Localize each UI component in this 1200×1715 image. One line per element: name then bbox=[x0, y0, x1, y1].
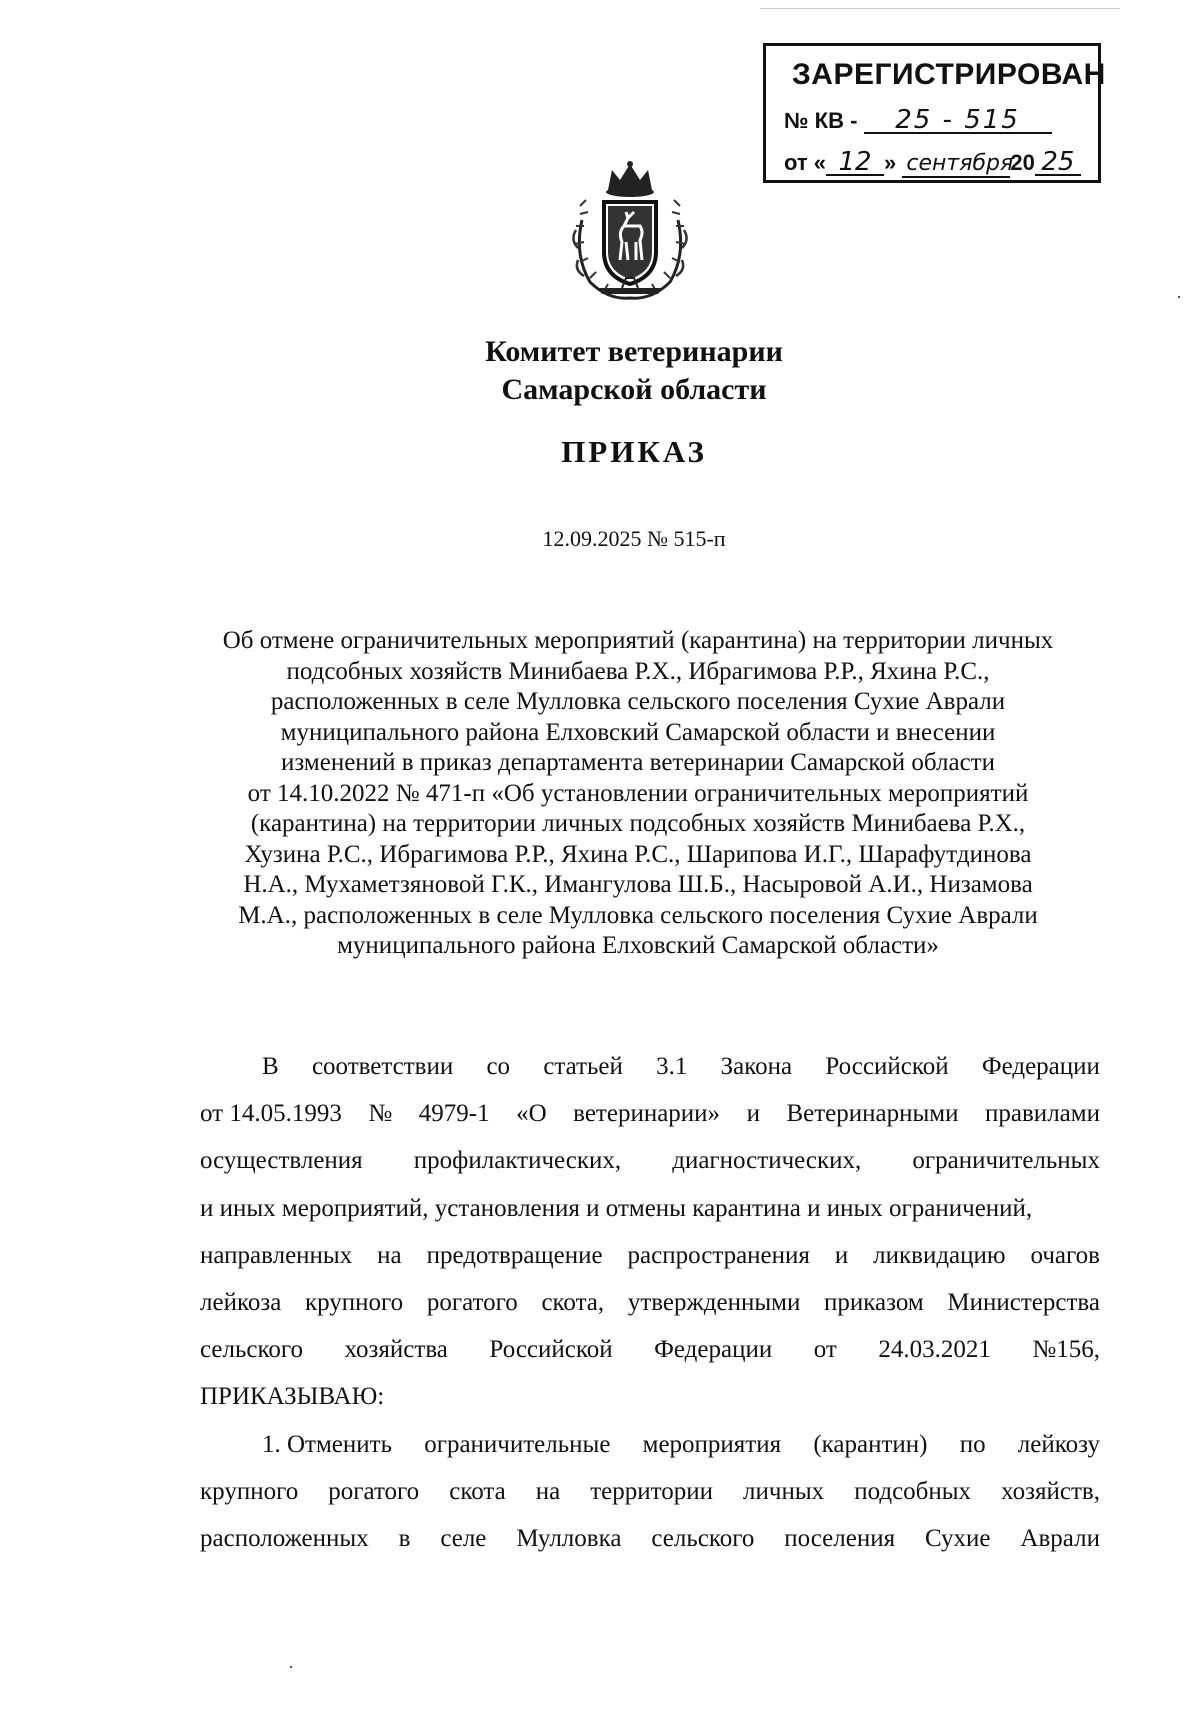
body-word: направленных bbox=[200, 1241, 353, 1269]
body-word: мероприятия bbox=[642, 1430, 782, 1458]
body-word: крупного bbox=[304, 1288, 404, 1316]
body-line bbox=[200, 1043, 1100, 1090]
body-word: Министерства bbox=[947, 1288, 1100, 1316]
body-word: Российской bbox=[489, 1336, 613, 1364]
body-word: диагностических, bbox=[672, 1147, 862, 1175]
body-word: лейкоза bbox=[200, 1288, 282, 1316]
order-date-number: 12.09.2025 № 515-п bbox=[542, 526, 726, 551]
body-line bbox=[200, 1421, 1100, 1468]
body-word: в bbox=[398, 1524, 411, 1552]
order-body bbox=[200, 1043, 1100, 1562]
body-word: ликвидацию bbox=[873, 1241, 1006, 1269]
body-word: ограничительных bbox=[912, 1147, 1100, 1175]
body-word: сельского bbox=[651, 1524, 755, 1552]
body-word: на bbox=[377, 1241, 402, 1269]
stamp-year-handwritten: 25 bbox=[1035, 150, 1081, 176]
stamp-number-handwritten: 25 - 515 bbox=[864, 108, 1052, 134]
body-line bbox=[200, 1326, 1100, 1373]
body-line bbox=[200, 1185, 1100, 1232]
body-word: 24.03.2021 bbox=[878, 1336, 991, 1364]
body-word: Закона bbox=[720, 1053, 793, 1080]
body-line bbox=[200, 1232, 1100, 1279]
body-word: очагов bbox=[1030, 1241, 1100, 1269]
body-line bbox=[200, 1137, 1100, 1184]
body-word: со bbox=[486, 1053, 511, 1080]
body-word: Федерации bbox=[654, 1336, 773, 1364]
stamp-month-handwritten: сентября bbox=[902, 152, 1010, 178]
body-word: и bbox=[834, 1241, 849, 1269]
subject-line: от 14.10.2022 № 471-п «Об установлении ограничительных мероприятий bbox=[247, 779, 1029, 807]
body-word: распространения bbox=[627, 1241, 810, 1269]
committee-name bbox=[0, 333, 1200, 409]
body-word: сельского bbox=[200, 1336, 303, 1364]
body-word: и bbox=[746, 1100, 760, 1128]
subject-line: изменений в приказ департамента ветеринарии Самарской области bbox=[281, 749, 995, 776]
body-word: правилами bbox=[985, 1100, 1100, 1128]
body-word: Сухие bbox=[924, 1524, 991, 1552]
body-word: Аврали bbox=[1020, 1524, 1100, 1552]
committee-line-1: Комитет ветеринарии bbox=[485, 335, 783, 368]
committee-line-2: Самарской области bbox=[501, 373, 767, 406]
subject-line: подсобных хозяйств Минибаева Р.Х., Ибрагимова Р.Р., Яхина Р.С., bbox=[286, 657, 990, 685]
body-word: селе bbox=[440, 1524, 487, 1552]
body-word: хозяйства bbox=[344, 1336, 448, 1364]
stamp-date-prefix: от « bbox=[784, 150, 827, 175]
body-word: и иных мероприятий, установления и отмены карантина и иных ограничений, bbox=[200, 1194, 1033, 1222]
body-word: личных bbox=[743, 1477, 825, 1505]
body-line bbox=[200, 1279, 1100, 1326]
document-type: ПРИКАЗ bbox=[561, 434, 707, 469]
stamp-title: ЗАРЕГИСТРИРОВАН bbox=[792, 58, 1106, 91]
subject-line: Н.А., Мухаметзяновой Г.К., Имангулова Ш.Б., Насыровой А.И., Низамова bbox=[243, 871, 1033, 898]
body-word: подсобных bbox=[854, 1477, 972, 1505]
body-word: территории bbox=[590, 1477, 714, 1505]
subject-line: (карантина) на территории личных подсобных хозяйств Минибаева Р.Х., bbox=[250, 810, 1026, 837]
body-word: утвержденными bbox=[627, 1288, 801, 1316]
body-word: от 14.05.1993 bbox=[200, 1100, 342, 1128]
stamp-day-handwritten: 12 bbox=[826, 150, 884, 176]
scan-speck bbox=[1178, 296, 1180, 298]
body-word: хозяйств, bbox=[1001, 1477, 1100, 1505]
body-word: осуществления bbox=[200, 1147, 363, 1175]
order-word: ПРИКАЗЫВАЮ: bbox=[200, 1383, 385, 1411]
body-word: Мулловка bbox=[516, 1524, 622, 1552]
body-word: лейкозу bbox=[1017, 1430, 1100, 1458]
body-word: №156, bbox=[1032, 1336, 1100, 1364]
body-word: приказом bbox=[824, 1288, 924, 1316]
stamp-date-row bbox=[784, 147, 1081, 178]
scan-speck bbox=[290, 1666, 292, 1668]
body-word: статьей bbox=[543, 1053, 623, 1080]
body-word: ограничительные bbox=[424, 1430, 611, 1458]
body-word: предотвращение bbox=[426, 1241, 603, 1269]
body-word: по bbox=[959, 1430, 986, 1458]
subject-line: расположенных в селе Мулловка сельского поселения Сухие Аврали bbox=[270, 688, 1006, 715]
registration-stamp bbox=[763, 43, 1106, 183]
body-word: крупного bbox=[200, 1477, 299, 1505]
body-word: Ветеринарными bbox=[786, 1100, 959, 1128]
body-word: № bbox=[368, 1100, 393, 1128]
stamp-month-separator: » bbox=[884, 150, 897, 175]
scan-artifact-line bbox=[760, 8, 1120, 9]
subject-line: муниципального района Елховский Самарской области» bbox=[337, 932, 939, 959]
body-word: на bbox=[535, 1477, 561, 1505]
stamp-year-printed: 20 bbox=[1010, 150, 1035, 175]
body-word: ветеринарии» bbox=[573, 1100, 721, 1128]
body-word: скота bbox=[449, 1477, 506, 1505]
body-word: скота, bbox=[541, 1288, 605, 1316]
body-word: 4979-1 bbox=[418, 1100, 490, 1128]
item-1-paragraph bbox=[200, 1421, 1100, 1563]
subject-line: Хузина Р.С., Ибрагимова Р.Р., Яхина Р.С., Шарипова И.Г., Шарафутдинова bbox=[244, 840, 1032, 868]
body-word: соответствии bbox=[311, 1053, 454, 1080]
samara-oblast-coat-of-arms-icon bbox=[568, 160, 692, 300]
subject-line: М.А., расположенных в селе Мулловка сельского поселения Сухие Аврали bbox=[238, 901, 1038, 929]
preamble-paragraph bbox=[200, 1043, 1100, 1373]
stamp-number-prefix: № КВ - bbox=[784, 108, 858, 133]
body-word: рогатого bbox=[328, 1477, 420, 1505]
subject-line: Об отмене ограничительных мероприятий (карантина) на территории личных bbox=[222, 627, 1054, 654]
body-word: Федерации bbox=[981, 1053, 1100, 1080]
body-line bbox=[200, 1468, 1100, 1515]
order-subject bbox=[180, 626, 1096, 962]
body-line bbox=[200, 1090, 1100, 1137]
body-word: поселения bbox=[784, 1524, 896, 1552]
body-word: расположенных bbox=[200, 1524, 369, 1552]
body-word: Российской bbox=[825, 1053, 949, 1080]
body-word: 1. Отменить bbox=[262, 1430, 392, 1458]
body-word: профилактических, bbox=[413, 1147, 622, 1175]
body-word: «О bbox=[516, 1100, 547, 1128]
subject-line: муниципального района Елховский Самарской области и внесении bbox=[280, 718, 996, 746]
body-word: от bbox=[813, 1336, 837, 1364]
body-word: (карантин) bbox=[813, 1430, 928, 1458]
body-word: рогатого bbox=[426, 1288, 518, 1316]
stamp-number-row bbox=[784, 105, 1052, 135]
body-line bbox=[200, 1515, 1100, 1562]
body-word: В bbox=[262, 1053, 279, 1080]
body-word: 3.1 bbox=[656, 1053, 688, 1080]
